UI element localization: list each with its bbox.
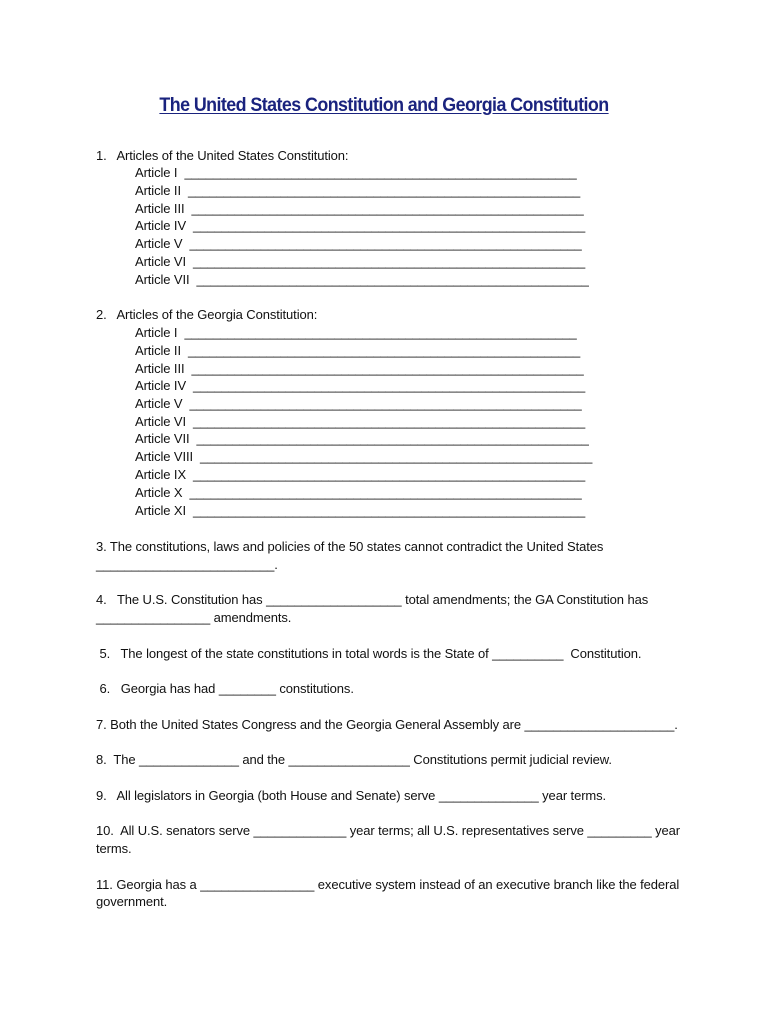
question-11-text-cont: government.: [96, 894, 168, 909]
us-article-line[interactable]: Article V _______________________________________________________: [135, 236, 582, 251]
us-article-line[interactable]: Article VII _______________________________________________________: [135, 272, 589, 287]
ga-article-line[interactable]: Article XI _______________________________________________________: [135, 503, 586, 518]
page-title: The United States Constitution and Georgia Constitution: [159, 95, 609, 116]
question-8-text: 8. The ______________ and the _________________ Constitutions permit judicial review.: [96, 752, 612, 767]
us-article-line[interactable]: Article IV _______________________________________________________: [135, 218, 586, 233]
ga-article-line[interactable]: Article VI _______________________________________________________: [135, 414, 586, 429]
ga-article-line[interactable]: Article IX _______________________________________________________: [135, 467, 586, 482]
ga-article-line[interactable]: Article I _______________________________________________________: [135, 325, 577, 340]
us-article-line[interactable]: Article III _______________________________________________________: [135, 201, 584, 216]
ga-article-line[interactable]: Article VII _______________________________________________________: [135, 431, 589, 446]
question-1-heading: 1. Articles of the United States Constitution:: [96, 148, 349, 163]
ga-article-line[interactable]: Article IV _______________________________________________________: [135, 378, 586, 393]
ga-article-line[interactable]: Article II _______________________________________________________: [135, 343, 581, 358]
ga-article-line[interactable]: Article X _______________________________________________________: [135, 485, 582, 500]
question-2-heading: 2. Articles of the Georgia Constitution:: [96, 307, 318, 322]
us-article-line[interactable]: Article I _______________________________________________________: [135, 165, 577, 180]
us-article-line[interactable]: Article VI _______________________________________________________: [135, 254, 586, 269]
ga-article-line[interactable]: Article VIII _______________________________________________________: [135, 449, 593, 464]
question-3-text: 3. The constitutions, laws and policies of the 50 states cannot contradict the United States: [96, 539, 604, 554]
question-4-text: 4. The U.S. Constitution has ___________________ total amendments; the GA Constitution has: [96, 592, 649, 607]
question-10-text: 10. All U.S. senators serve _____________ year terms; all U.S. representatives serve _________ year: [96, 823, 681, 838]
ga-article-line[interactable]: Article V _______________________________________________________: [135, 396, 582, 411]
question-6-text: 6. Georgia has had ________ constitutions.: [96, 681, 354, 696]
ga-article-line[interactable]: Article III _______________________________________________________: [135, 361, 584, 376]
question-3-blank[interactable]: _________________________.: [96, 557, 278, 572]
question-11-text: 11. Georgia has a ________________ executive system instead of an executive branch like the federal: [96, 877, 680, 892]
question-5-text: 5. The longest of the state constitutions in total words is the State of __________ Constitution.: [96, 646, 642, 661]
us-article-line[interactable]: Article II _______________________________________________________: [135, 183, 581, 198]
question-7-text: 7. Both the United States Congress and the Georgia General Assembly are _____________________.: [96, 717, 678, 732]
question-4-text-cont: ________________ amendments.: [96, 610, 292, 625]
question-10-text-cont: terms.: [96, 841, 132, 856]
question-9-text: 9. All legislators in Georgia (both House and Senate) serve ______________ year terms.: [96, 788, 607, 803]
